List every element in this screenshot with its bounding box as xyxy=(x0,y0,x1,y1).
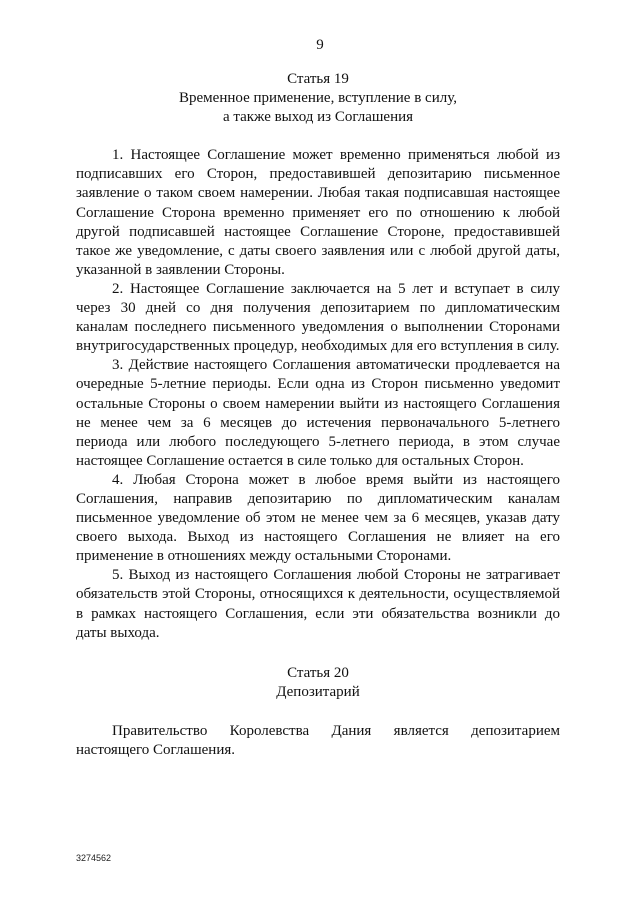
page-number: 9 xyxy=(316,37,324,53)
article-20-body xyxy=(76,722,560,760)
article-19-heading xyxy=(76,70,560,127)
article-19-title-line-2: а также выход из Соглашения xyxy=(222,109,414,126)
depositary-paragraph: Правительство Королевства Дания является депозитарием настоящего Соглашения. xyxy=(76,722,560,758)
document-body xyxy=(76,70,560,760)
clause-3: 3. Действие настоящего Соглашения автоматически продлевается на очередные 5-летние периоды. Если одна из Сторон письменно уведомит остальные Стороны о своем намерении выйти из настоящего Соглашения не менее чем за 6 месяцев до истечения первоначального 5-летнего периода или любого последующего 5-летнего периода, в этом случае настоящее Соглашение остается в силе только для остальных Сторон. xyxy=(76,357,560,469)
clause-1: 1. Настоящее Соглашение может временно применяться любой из подписавших его Сторон, предоставившей депозитарию письменное заявление о таком своем намерении. Любая такая подписавшая настоящее Соглашение Сторона временно применяет его по отношению к любой другой подписавшей настоящее Соглашение Стороне, предоставившей такое же уведомление, с даты своего заявления или с любой другой даты, указанной в заявлении Стороны. xyxy=(76,147,560,278)
article-19-clauses xyxy=(76,146,560,642)
article-20-number: Статья 20 xyxy=(287,664,349,681)
article-20-title: Депозитарий xyxy=(276,683,360,700)
article-19-number: Статья 19 xyxy=(287,71,349,87)
clause-4: 4. Любая Сторона может в любое время выйти из настоящего Соглашения, направив депозитарию по дипломатическим каналам письменное уведомление об этом не менее чем за 6 месяцев, указав дату своего выхода. Выход из настоящего Соглашения не влияет на его применение в отношениях между остальными Сторонами. xyxy=(76,471,560,565)
article-19-title-line-1: Временное применение, вступление в силу, xyxy=(179,90,457,107)
document-id: 3274562 xyxy=(76,853,112,863)
clause-5: 5. Выход из настоящего Соглашения любой Стороны не затрагивает обязательств этой Стороны, относящихся к деятельности, осуществляемой в рамках настоящего Соглашения, если эти обязательства возникли до даты выхода. xyxy=(76,567,560,641)
clause-2: 2. Настоящее Соглашение заключается на 5 лет и вступает в силу через 30 дней со дня получения депозитарием по дипломатическим каналам последнего письменного уведомления о выполнении Сторонами внутригосударственных процедур, необходимых для его вступления в силу. xyxy=(76,280,560,355)
article-20-heading xyxy=(76,664,560,702)
